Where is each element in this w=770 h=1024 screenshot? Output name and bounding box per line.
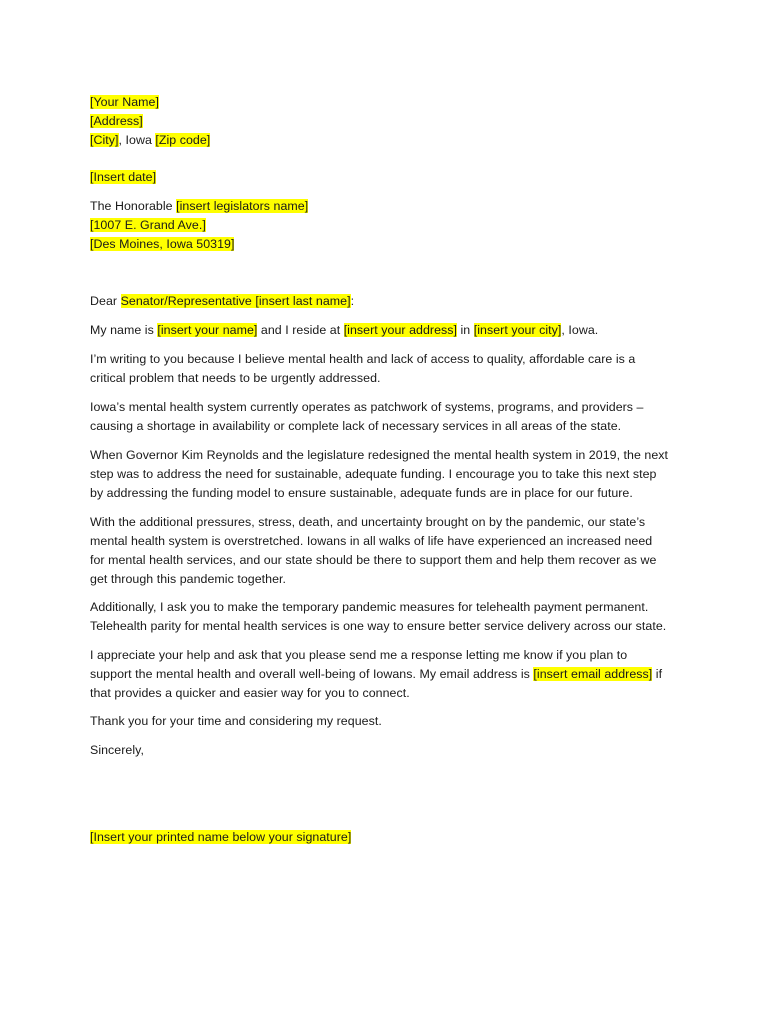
paragraph-6-text-a: support the mental health and overall well-being of Iowans. My email address is [90, 667, 534, 681]
sender-block [90, 93, 690, 150]
closing-line: Sincerely, [90, 743, 144, 757]
paragraph-1-line-2: critical problem that needs to be urgently addressed. [90, 371, 381, 385]
paragraph-6-text-b: if [652, 667, 663, 681]
paragraph-6-line-1: I appreciate your help and ask that you please send me a response letting me know if you plan to [90, 648, 628, 662]
intro-text-3: in [457, 323, 474, 337]
date-block [90, 168, 690, 187]
paragraph-4-line-4: get through this pandemic together. [90, 572, 287, 586]
body-paragraph-2 [90, 398, 690, 436]
body-paragraph-6 [90, 646, 690, 703]
paragraph-4-line-1: With the additional pressures, stress, death, and uncertainty brought on by the pandemic, our state’s [90, 515, 646, 529]
sender-city: [City] [90, 133, 119, 147]
closing-block [90, 741, 690, 760]
printed-name-field: [Insert your printed name below your signature] [90, 830, 352, 844]
intro-text-1: My name is [90, 323, 158, 337]
salutation-prefix: Dear [90, 294, 121, 308]
recipient-street-line [90, 216, 690, 235]
thanks-line: Thank you for your time and considering my request. [90, 714, 382, 728]
your-address-field: [insert your address] [343, 323, 457, 337]
recipient-name-line [90, 197, 690, 216]
recipient-block [90, 197, 690, 254]
recipient-city-state: [Des Moines, Iowa 50319] [90, 237, 235, 251]
your-name-field: [insert your name] [157, 323, 258, 337]
paragraph-5-line-1: Additionally, I ask you to make the temporary pandemic measures for telehealth payment permanent. [90, 600, 649, 614]
paragraph-3-line-3: by addressing the funding model to ensure sustainable, adequate funds are in place for our future. [90, 486, 633, 500]
letter-date: [Insert date] [90, 170, 157, 184]
salutation-title: Senator/Representative [insert last name] [120, 294, 351, 308]
sender-name: [Your Name] [90, 95, 159, 109]
paragraph-2-line-2: causing a shortage in availability or complete lack of necessary services in all areas of the state. [90, 419, 622, 433]
salutation-block [90, 292, 690, 311]
email-address-field: [insert email address] [533, 667, 653, 681]
thanks-block [90, 712, 690, 731]
paragraph-1-line-1: I’m writing to you because I believe mental health and lack of access to quality, affordable care is a [90, 352, 636, 366]
your-city-field: [insert your city] [473, 323, 562, 337]
intro-text-4: , Iowa. [561, 323, 599, 337]
recipient-city-line [90, 235, 690, 254]
sender-zip: [Zip code] [155, 133, 211, 147]
body-paragraph-4 [90, 513, 690, 589]
intro-text-2: and I reside at [257, 323, 344, 337]
paragraph-2-line-1: Iowa’s mental health system currently operates as patchwork of systems, programs, and providers – [90, 400, 644, 414]
recipient-legislator: [insert legislators name] [176, 199, 309, 213]
body-paragraph-1 [90, 350, 690, 388]
paragraph-5-line-2: Telehealth parity for mental health services is one way to ensure better service delivery across our state. [90, 619, 667, 633]
paragraph-3-line-1: When Governor Kim Reynolds and the legislature redesigned the mental health system in 2019, the next [90, 448, 669, 462]
paragraph-6-line-3: that provides a quicker and easier way for you to connect. [90, 686, 410, 700]
signature-block [90, 828, 690, 847]
paragraph-6-line-2 [90, 665, 690, 684]
paragraph-4-line-3: for mental health services, and our state should be there to support them and help them recover as we [90, 553, 657, 567]
sender-address-line [90, 112, 690, 131]
sender-city-line [90, 131, 690, 150]
body-paragraph-3 [90, 446, 690, 503]
salutation-suffix: : [350, 294, 355, 308]
recipient-street: [1007 E. Grand Ave.] [90, 218, 206, 232]
intro-paragraph [90, 321, 690, 340]
recipient-prefix: The Honorable [90, 199, 177, 213]
paragraph-4-line-2: mental health system is overstretched. Iowans in all walks of life have experienced an increased need [90, 534, 653, 548]
sender-address: [Address] [90, 114, 143, 128]
body-paragraph-5 [90, 598, 690, 636]
sender-city-separator: , Iowa [118, 133, 156, 147]
sender-name-line [90, 93, 690, 112]
paragraph-3-line-2: step was to address the need for sustainable, adequate funding. I encourage you to take this next step [90, 467, 657, 481]
